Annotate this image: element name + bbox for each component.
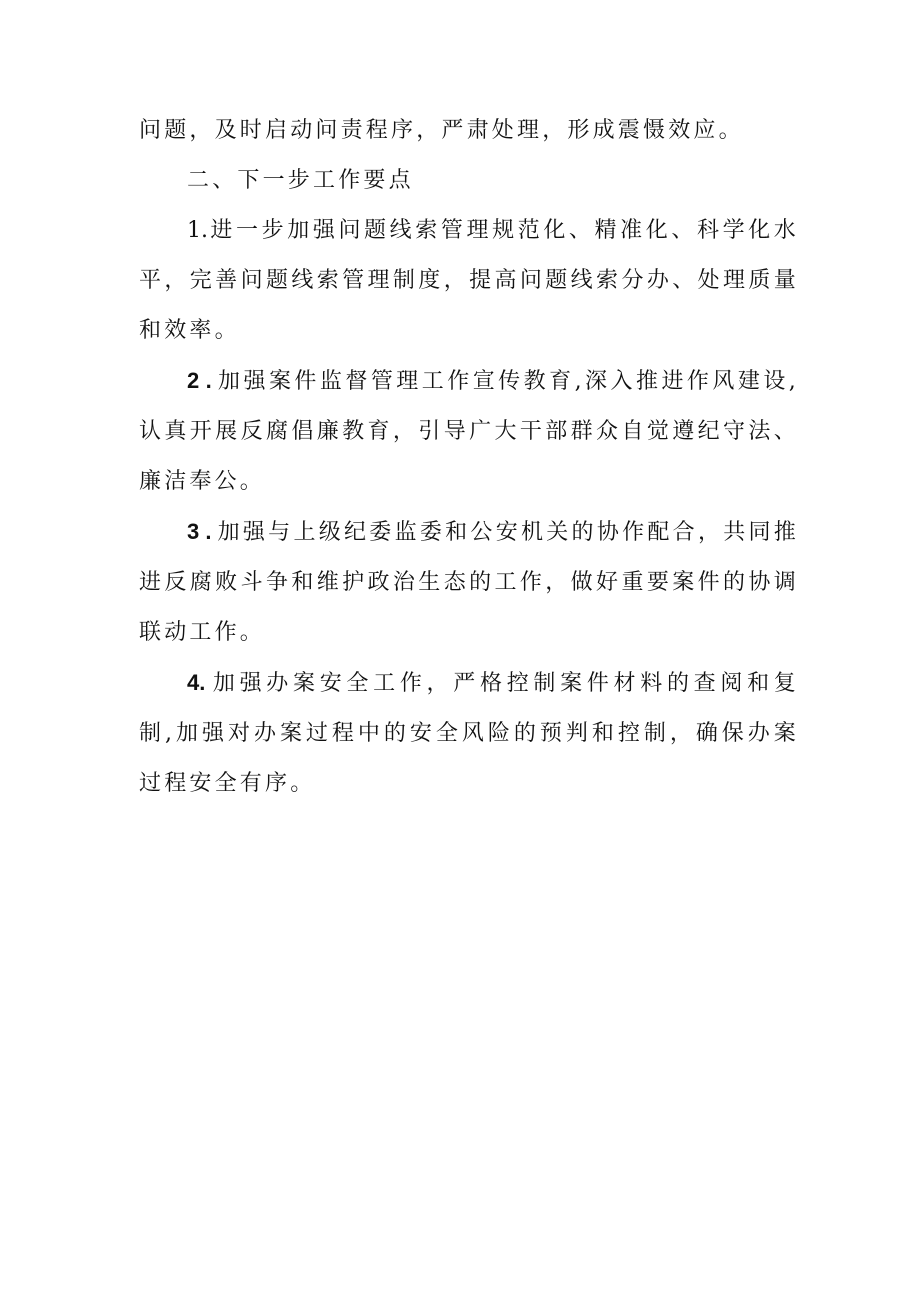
item-text: 加强与上级纪委监委和公安机关的协作配合，共同推进反腐败斗争和维护政治生态的工作，做好重要案件的协调联动工作。 [139,520,799,645]
section-heading: 二、下一步工作要点 [187,168,414,193]
item-text: 加强办案安全工作，严格控制案件材料的查阅和复制,加强对办案过程中的安全风险的预判和控制，确保办案过程安全有序。 [139,671,799,796]
item-number: 3 . [187,519,212,544]
list-item-1 [139,206,799,356]
paragraph-continuation: 问题，及时启动问责程序，严肃处理，形成震慑效应。 [139,118,744,143]
item-number: 4. [187,670,206,695]
list-item-3 [139,507,799,658]
item-text: 进一步加强问题线索管理规范化、精准化、科学化水平，完善问题线索管理制度，提高问题线索分办、处理质量和效率。 [139,218,799,343]
item-text: 加强案件监督管理工作宣传教育,深入推进作风建设,认真开展反腐倡廉教育，引导广大干部群众自觉遵纪守法、廉洁奉公。 [139,369,799,494]
item-number: 1. [187,218,208,243]
document-body [139,106,799,809]
item-number: 2 . [187,368,212,393]
list-item-4 [139,658,799,809]
list-item-2 [139,356,799,507]
